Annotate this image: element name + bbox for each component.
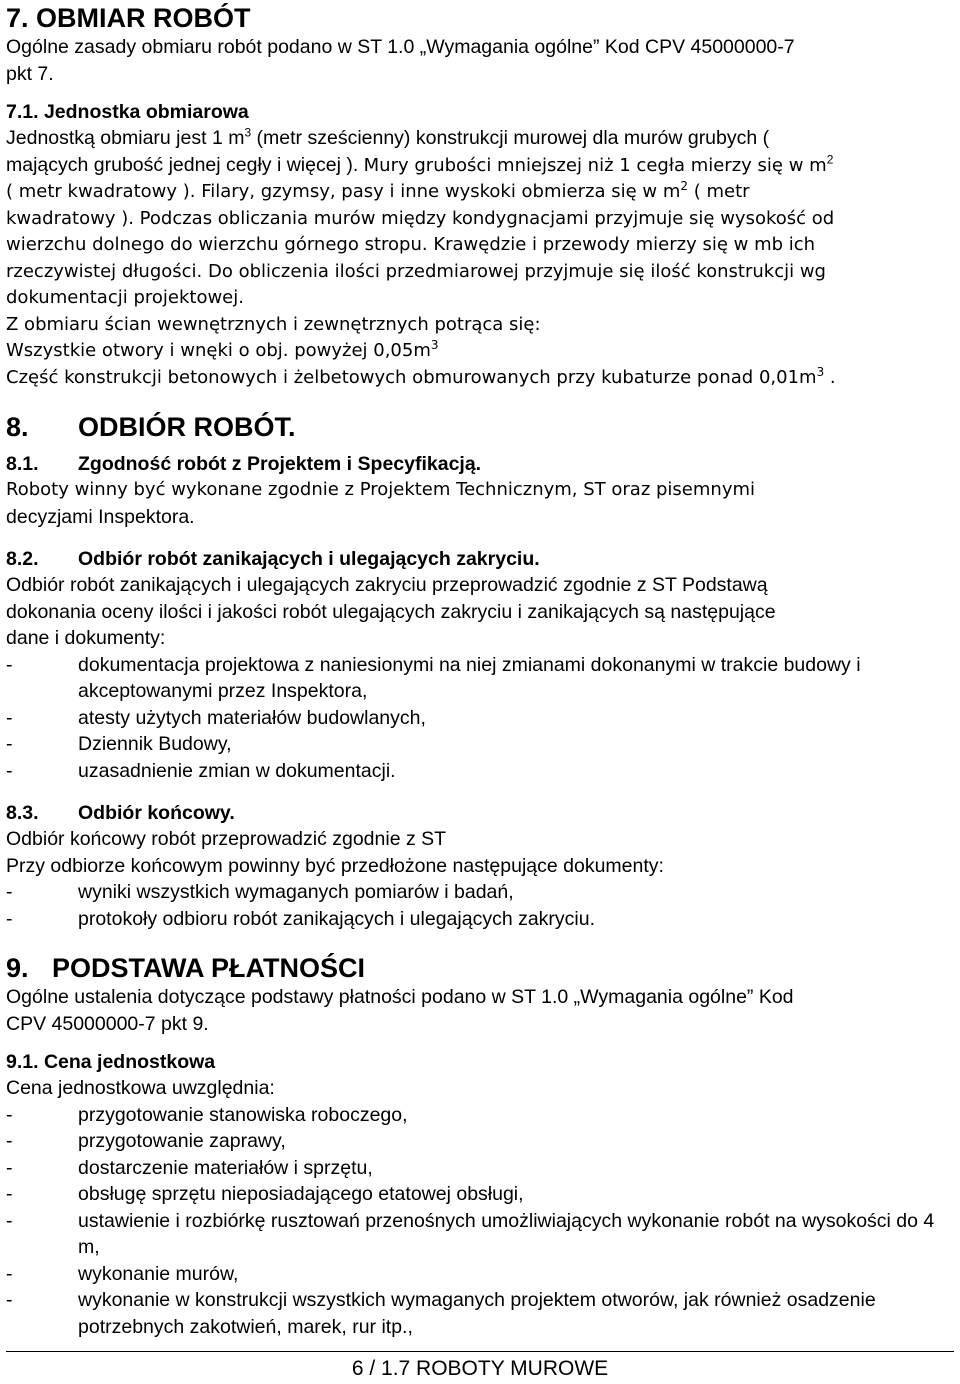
unit-line-3: ( metr kwadratowy ). Filary, gzymsy, pasy i inne wyskoki obmierza się w $m^2$ ( metr (6, 179, 750, 202)
section-7-intro-line-1: Ogólne zasady obmiaru robót podano w ST 1.0 „Wymagania ogólne” Kod CPV 45000000-7 (6, 36, 795, 58)
page-footer: 6 / 1.7 ROBOTY MUROWE (351, 1357, 609, 1380)
document-page (6, 0, 954, 1340)
section-8-title: 8. ODBIÓR ROBÓT. (6, 412, 296, 442)
deductions-title: Z obmiaru ścian wewnętrznych i zewnętrznych potrąca się: (6, 313, 541, 335)
list-item: - wyniki wszystkich wymaganych pomiarów i badań, (6, 881, 514, 903)
section-8-3-title: 8.3. Odbiór końcowy. (6, 802, 235, 824)
section-8-2-title: 8.2. Odbiór robót zanikających i ulegających zakryciu. (6, 548, 540, 570)
section-8-1-line-2: decyzjami Inspektora. (6, 505, 195, 528)
list-item: - uzasadnienie zmian w dokumentacji. (6, 759, 396, 782)
section-9-1-line-1: Cena jednostkowa uwzględnia: (6, 1077, 275, 1099)
section-8-1-line-1: Roboty winny być wykonane zgodnie z Projektem Technicznym, ST oraz pisemnymi (6, 479, 756, 500)
list-item: - przygotowanie stanowiska roboczego, (6, 1103, 408, 1126)
section-7-intro-line-2: pkt 7. (6, 62, 54, 85)
section-8-2-line-1: Odbiór robót zanikających i ulegających zakryciu przeprowadzić zgodnie z ST Podstawą (6, 574, 768, 596)
deductions-line-2: Część konstrukcji betonowych i żelbetowych obmurowanych przy kubaturze ponad $0,01m^3$ . (6, 364, 836, 388)
section-9-1-title: 9.1. Cena jednostkowa (6, 1051, 216, 1073)
section-7-title: 7. OBMIAR ROBÓT (6, 3, 251, 33)
section-9-line-1: Ogólne ustalenia dotyczące podstawy płatności podano w ST 1.0 „Wymagania ogólne” Kod (6, 986, 794, 1008)
unit-line-1: Jednostką obmiaru jest 1 $m^3$ (metr sześcienny) konstrukcji murowej dla murów grubych ( (6, 125, 770, 149)
section-8-3-line-2: Przy odbiorze końcowym powinny być przedłożone następujące dokumenty: (6, 854, 664, 877)
list-item: - dostarczenie materiałów i sprzętu, (6, 1156, 373, 1179)
section-9-line-2: CPV 45000000-7 pkt 9. (6, 1012, 209, 1035)
section-8-1-title: 8.1. Zgodność robót z Projektem i Specyfikacją. (6, 453, 482, 475)
list-item: - wykonanie murów, (6, 1262, 239, 1285)
unit-line-2: mających grubość jednej cegły i więcej ). Mury grubości mniejszej niż 1 cegła mierzy się w $m^2$ (6, 152, 834, 176)
list-item: - protokoły odbioru robót zanikających i ulegających zakryciu. (6, 907, 596, 930)
list-item: - atesty użytych materiałów budowlanych, (6, 706, 426, 729)
list-item: - obsługę sprzętu nieposiadającego etatowej obsługi, (6, 1183, 524, 1205)
unit-line-4: kwadratowy ). Podczas obliczania murów między kondygnacjami przyjmuje się wysokość od (6, 207, 835, 229)
unit-line-5: wierzchu dolnego do wierzchu górnego stropu. Krawędzie i przewody mierzy się w mb ich (6, 234, 816, 255)
section-8-3-line-1: Odbiór końcowy robót przeprowadzić zgodnie z ST (6, 828, 447, 850)
list-item: - Dziennik Budowy, (6, 733, 232, 755)
section-7-1-title: 7.1. Jednostka obmiarowa (6, 101, 249, 123)
list-item: - dokumentacja projektowa z naniesionymi na niej zmianami dokonanymi w trakcie budowy i akceptowanymi przez Inspektora, (6, 653, 861, 702)
footer-divider (6, 1351, 954, 1352)
list-item: - przygotowanie zaprawy, (6, 1130, 286, 1152)
list-item: - ustawienie i rozbiórkę rusztowań przenośnych umożliwiających wykonanie robót na wysokości do 4 m, (6, 1209, 935, 1258)
unit-line-7: dokumentacji projektowej. (6, 287, 244, 308)
deductions-line-1: Wszystkie otwory i wnęki o obj. powyżej $0,05m^3$ (6, 338, 439, 361)
section-8-2-line-2: dokonania oceny ilości i jakości robót ulegających zakryciu i zanikających są następujące (6, 600, 776, 623)
unit-line-6: rzeczywistej długości. Do obliczenia ilości przedmiarowej przyjmuje się ilość konstrukcji wg (6, 260, 826, 282)
section-8-2-line-3: dane i dokumenty: (6, 627, 166, 649)
section-9-title: 9. PODSTAWA PŁATNOŚCI (6, 953, 366, 983)
list-item: - wykonanie w konstrukcji wszystkich wymaganych projektem otworów, jak również osadzenie potrzebnych zakotwień, marek, rur itp., (6, 1289, 876, 1338)
